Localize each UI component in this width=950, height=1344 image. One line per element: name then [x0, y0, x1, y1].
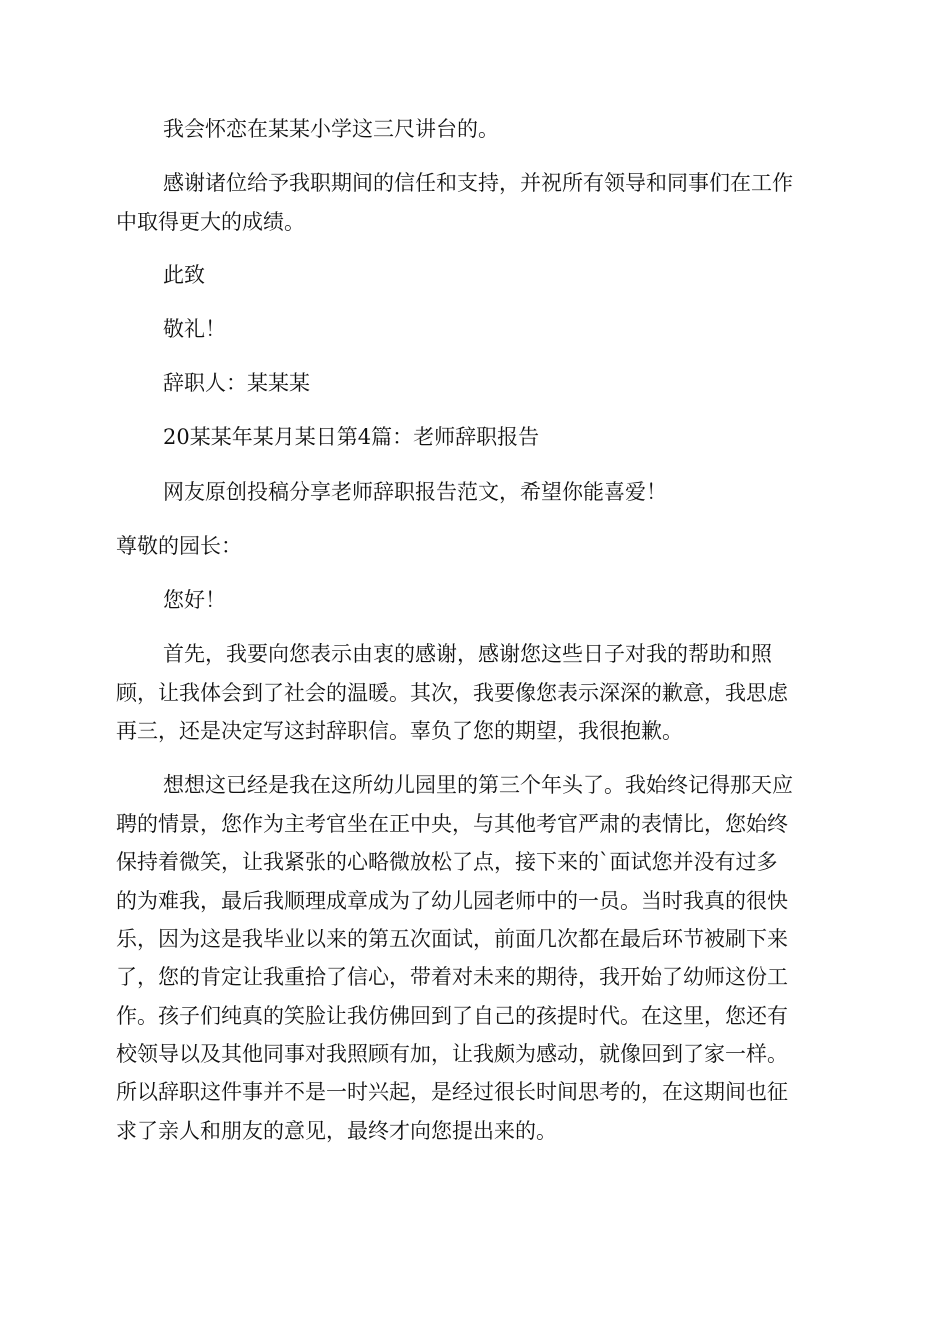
text-line: 求了亲人和朋友的意见，最终才向您提出来的。	[116, 1119, 557, 1143]
text-line: 了，您的肯定让我重拾了信心，带着对未来的期待，我开始了幼师这份工	[116, 965, 788, 989]
text-line: 聘的情景，您作为主考官坐在正中央，与其他考官严肃的表情比，您始终	[116, 812, 788, 836]
text-line: 顾，让我体会到了社会的温暖。其次，我要像您表示深深的歉意，我思虑	[116, 681, 788, 705]
text-line: 辞职人：某某某	[163, 371, 310, 395]
text-line: 所以辞职这件事并不是一时兴起，是经过很长时间思考的，在这期间也征	[116, 1080, 788, 1104]
text-line: 乐，因为这是我毕业以来的第五次面试，前面几次都在最后环节被刷下来	[116, 927, 788, 951]
text-line: 保持着微笑，让我紧张的心略微放松了点，接下来的`面试您并没有过多	[116, 850, 778, 874]
text-line: 的为难我，最后我顺理成章成为了幼儿园老师中的一员。当时我真的很快	[116, 889, 788, 913]
text-line: 中取得更大的成绩。	[116, 210, 305, 234]
text-line: 作。孩子们纯真的笑脸让我仿佛回到了自己的孩提时代。在这里，您还有	[116, 1004, 788, 1028]
text-line: 再三，还是决定写这封辞职信。辜负了您的期望，我很抱歉。	[116, 719, 683, 743]
text-line: 您好！	[163, 588, 226, 612]
text-line: 我会怀恋在某某小学这三尺讲台的。	[163, 117, 499, 141]
text-line: 尊敬的园长：	[116, 534, 242, 558]
text-line: 20某某年某月某日第4篇：老师辞职报告	[163, 425, 540, 449]
text-line: 敬礼！	[163, 317, 226, 341]
text-line: 首先，我要向您表示由衷的感谢，感谢您这些日子对我的帮助和照	[163, 642, 772, 666]
text-line: 此致	[163, 263, 205, 287]
text-line: 想想这已经是我在这所幼儿园里的第三个年头了。我始终记得那天应	[163, 773, 793, 797]
text-line: 网友原创投稿分享老师辞职报告范文，希望你能喜爱！	[163, 480, 667, 504]
text-line: 校领导以及其他同事对我照顾有加，让我颇为感动，就像回到了家一样。	[116, 1042, 788, 1066]
text-line: 感谢诸位给予我职期间的信任和支持，并祝所有领导和同事们在工作	[163, 171, 793, 195]
